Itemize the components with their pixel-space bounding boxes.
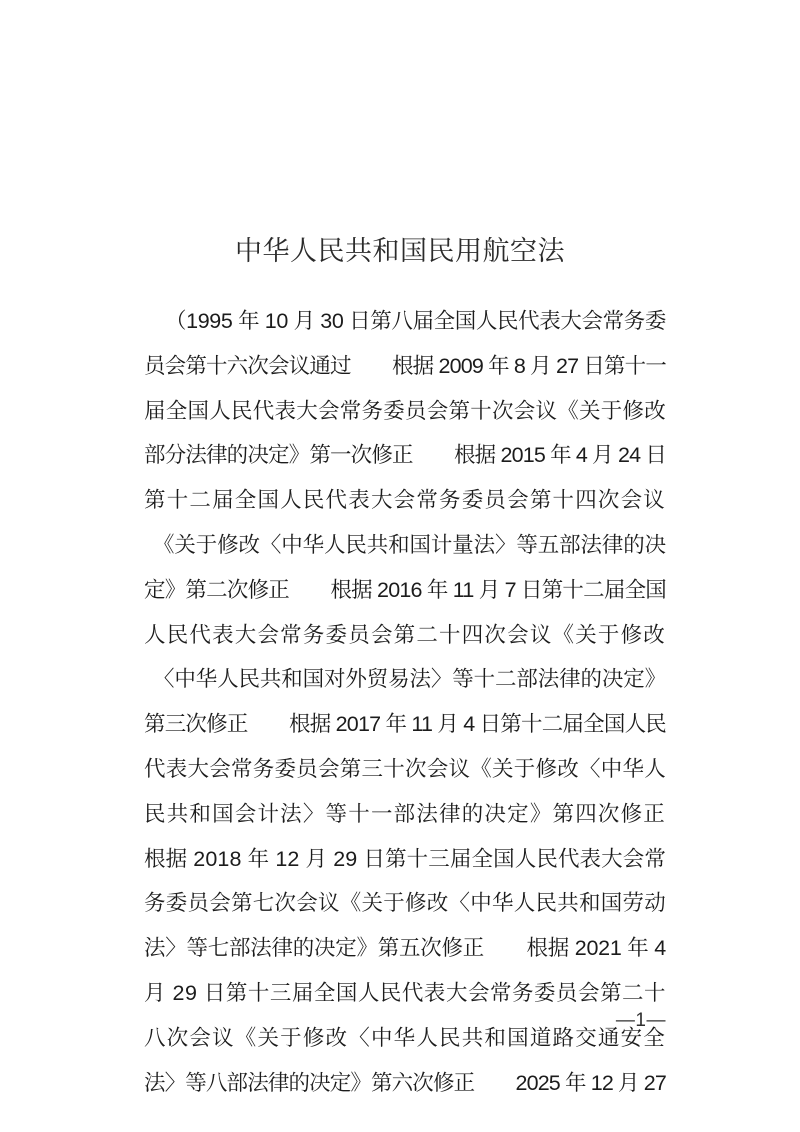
text-line: 届全国人民代表大会常务委员会第十次会议《关于修改 xyxy=(144,398,666,423)
page-number: —1— xyxy=(615,1010,666,1031)
text-line: 部分法律的决定》第一次修正 根据 2015 年 4 月 24 日 xyxy=(144,443,666,468)
text-line: 法〉等八部法律的决定》第六次修正 2025 年 12 月 27 xyxy=(144,1070,666,1095)
text-line: 第三次修正 根据 2017 年 11 月 4 日第十二届全国人民 xyxy=(144,712,666,737)
text-line: 根据 2018 年 12 月 29 日第十三届全国人民代表大会常 xyxy=(144,846,666,871)
text-line: 八次会议《关于修改〈中华人民共和国道路交通安全 xyxy=(144,1025,666,1050)
text-line: 月 29 日第十三届全国人民代表大会常务委员会第二十 xyxy=(144,980,666,1005)
text-line: （1995 年 10 月 30 日第八届全国人民代表大会常务委 xyxy=(165,309,666,333)
text-line: 《关于修改〈中华人民共和国计量法〉等五部法律的决 xyxy=(153,532,666,557)
page-title: 中华人民共和国民用航空法 xyxy=(235,236,565,267)
text-line: 法〉等七部法律的决定》第五次修正 根据 2021 年 4 xyxy=(144,936,666,961)
preamble-paragraph xyxy=(144,299,666,1105)
text-line: 代表大会常务委员会第三十次会议《关于修改〈中华人 xyxy=(144,756,666,781)
text-line: 人民代表大会常务委员会第二十四次会议《关于修改 xyxy=(144,622,666,647)
text-line: 〈中华人民共和国对外贸易法〉等十二部法律的决定》 xyxy=(153,667,666,692)
text-line: 员会第十六次会议通过 根据 2009 年 8 月 27 日第十一 xyxy=(144,353,666,378)
text-line: 务委员会第七次会议《关于修改〈中华人民共和国劳动 xyxy=(144,891,666,916)
text-line: 民共和国会计法〉等十一部法律的决定》第四次修正 xyxy=(144,801,666,826)
text-line: 第十二届全国人民代表大会常务委员会第十四次会议 xyxy=(144,488,666,513)
text-line: 定》第二次修正 根据 2016 年 11 月 7 日第十二届全国 xyxy=(144,577,666,602)
